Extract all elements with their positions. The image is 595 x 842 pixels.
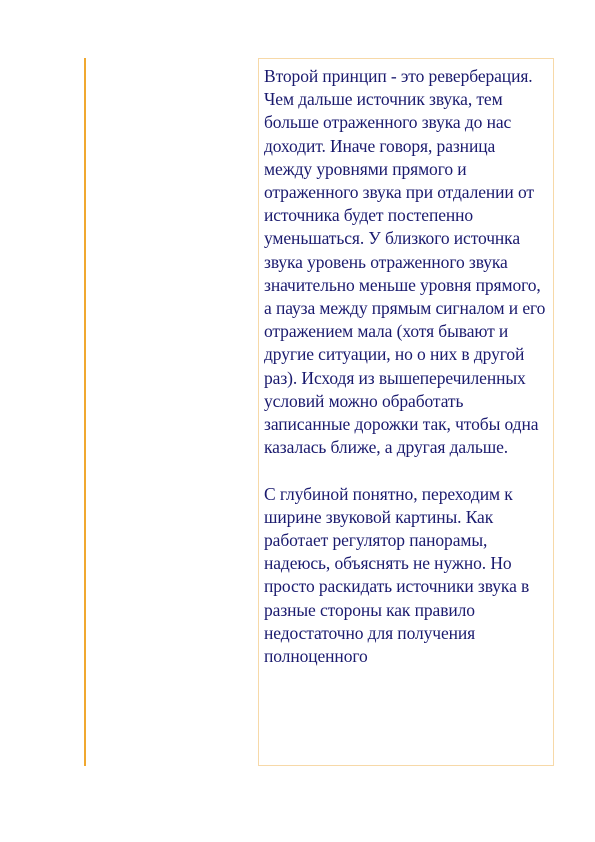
text-column bbox=[258, 58, 554, 766]
paragraph-stereo-width: С глубиной понятно, переходим к ширине звуковой картины. Как работает регулятор панорамы, надеюсь, объяснять не нужно. Но просто раскидать источники звука в разные стороны как правило недостаточно для получения полноценного bbox=[264, 483, 530, 667]
paragraph-reverberation: Второй принцип - это реверберация. Чем дальше источник звука, тем больше отраженного звука до нас доходит. Иначе говоря, разница между уровнями прямого и отраженного звука при отдалении от источника будет постепенно уменьшаться. У близкого источнка звука уровень отраженного звука значительно меньше уровня прямого, а пауза между прямым сигналом и его отражением мала (хотя бывают и другие ситуации, но о них в другой раз). Исходя из вышеперечиленных условий можно обработать записанные дорожки так, чтобы одна казалась ближе, а другая дальше. bbox=[264, 66, 546, 458]
left-margin-rule bbox=[84, 58, 86, 766]
